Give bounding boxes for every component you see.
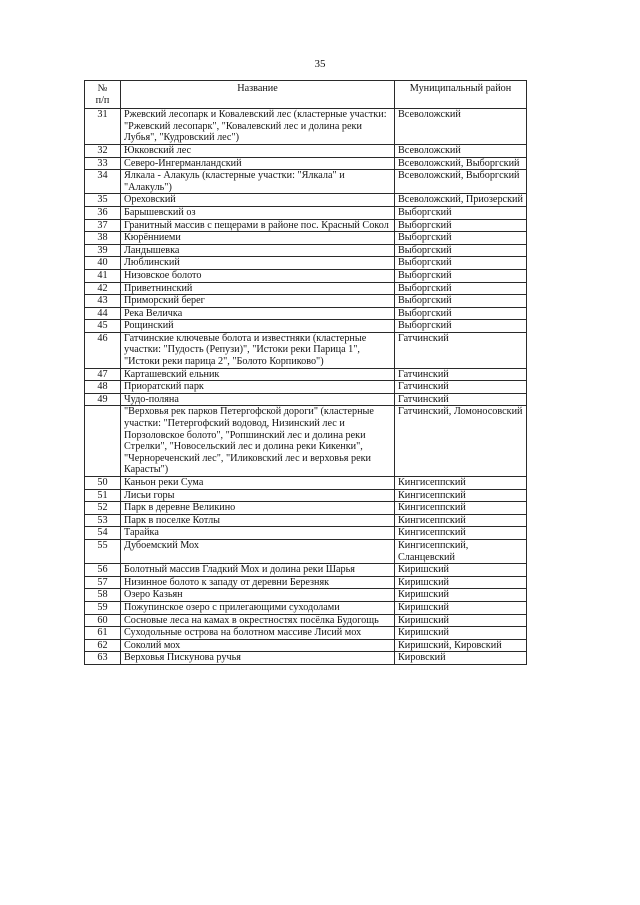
table-row: [85, 527, 527, 540]
table-row: [85, 244, 527, 257]
table-row: [85, 502, 527, 515]
cell-district: Кингисеппский: [395, 502, 527, 515]
cell-number: 62: [85, 639, 121, 652]
cell-district: Кингисеппский: [395, 514, 527, 527]
table-row: [85, 539, 527, 563]
table-row: [85, 170, 527, 194]
cell-name: Сосновые леса на камах в окрестностях посёлка Будогощь: [121, 614, 395, 627]
cell-number: 35: [85, 194, 121, 207]
cell-district: Гатчинский: [395, 393, 527, 406]
header-name: Название: [121, 81, 395, 109]
table-row: [85, 144, 527, 157]
cell-district: Всеволожский, Приозерский: [395, 194, 527, 207]
cell-name: Люблинский: [121, 257, 395, 270]
cell-name: Приоратский парк: [121, 381, 395, 394]
cell-district: Всеволожский, Выборгский: [395, 157, 527, 170]
cell-number: 50: [85, 477, 121, 490]
cell-number: 48: [85, 381, 121, 394]
table-row: [85, 109, 527, 145]
cell-number: 51: [85, 489, 121, 502]
cell-district: Киришский: [395, 627, 527, 640]
header-number: № п/п: [85, 81, 121, 109]
table-row: [85, 477, 527, 490]
cell-name: Гатчинские ключевые болота и известняки (кластерные участки: "Пудость (Репузи)", "Истоки реки Парица 1", "Истоки реки парица 2", "Болото Корпиково"): [121, 332, 395, 368]
cell-name: Ландышевка: [121, 244, 395, 257]
table-row: [85, 489, 527, 502]
table-row: [85, 614, 527, 627]
cell-number: 58: [85, 589, 121, 602]
cell-district: Всеволожский: [395, 144, 527, 157]
table-row: [85, 307, 527, 320]
cell-name: Ялкала - Алакуль (кластерные участки: "Ялкала" и "Алакуль"): [121, 170, 395, 194]
cell-name: Рощинский: [121, 320, 395, 333]
table-row: [85, 282, 527, 295]
table-header-row: [85, 81, 527, 109]
cell-district: Гатчинский: [395, 368, 527, 381]
cell-name: Ореховский: [121, 194, 395, 207]
table-row: [85, 295, 527, 308]
cell-name: Низовское болото: [121, 269, 395, 282]
cell-number: 39: [85, 244, 121, 257]
cell-name: Юкковский лес: [121, 144, 395, 157]
cell-name: Парк в поселке Котлы: [121, 514, 395, 527]
cell-number: [85, 406, 121, 477]
cell-district: Всеволожский, Выборгский: [395, 170, 527, 194]
table-row: [85, 576, 527, 589]
cell-number: 59: [85, 601, 121, 614]
cell-number: 40: [85, 257, 121, 270]
cell-number: 44: [85, 307, 121, 320]
table-row: [85, 257, 527, 270]
cell-district: Киришский: [395, 564, 527, 577]
cell-district: Киришский: [395, 614, 527, 627]
table-row: [85, 589, 527, 602]
cell-district: Гатчинский: [395, 332, 527, 368]
table-row: [85, 320, 527, 333]
table-row: [85, 157, 527, 170]
cell-district: Выборгский: [395, 282, 527, 295]
cell-number: 45: [85, 320, 121, 333]
table-row: [85, 393, 527, 406]
cell-district: Выборгский: [395, 320, 527, 333]
cell-name: Гранитный массив с пещерами в районе пос. Красный Сокол: [121, 219, 395, 232]
cell-name: Приветнинский: [121, 282, 395, 295]
cell-name: Пожупинское озеро с прилегающими суходолами: [121, 601, 395, 614]
cell-name: Барышевский оз: [121, 206, 395, 219]
cell-district: Кировский: [395, 652, 527, 665]
cell-number: 61: [85, 627, 121, 640]
cell-district: Кингисеппский: [395, 527, 527, 540]
cell-name: Тарайка: [121, 527, 395, 540]
table-row: [85, 601, 527, 614]
cell-number: 36: [85, 206, 121, 219]
cell-number: 32: [85, 144, 121, 157]
cell-name: Болотный массив Гладкий Мох и долина реки Шарья: [121, 564, 395, 577]
table-row: [85, 232, 527, 245]
cell-name: Соколий мох: [121, 639, 395, 652]
cell-number: 34: [85, 170, 121, 194]
cell-name: Северо-Ингерманландский: [121, 157, 395, 170]
table-row: [85, 206, 527, 219]
cell-name: Озеро Казьян: [121, 589, 395, 602]
cell-number: 33: [85, 157, 121, 170]
protected-areas-table: [84, 80, 527, 665]
cell-district: Выборгский: [395, 257, 527, 270]
cell-number: 43: [85, 295, 121, 308]
cell-district: Гатчинский, Ломоносовский: [395, 406, 527, 477]
table-row: [85, 652, 527, 665]
table-row: [85, 627, 527, 640]
cell-number: 31: [85, 109, 121, 145]
table-row: [85, 514, 527, 527]
table-body: [85, 109, 527, 665]
table-row: [85, 219, 527, 232]
cell-district: Киришский: [395, 601, 527, 614]
cell-district: Киришский: [395, 576, 527, 589]
cell-district: Выборгский: [395, 295, 527, 308]
cell-name: Суходольные острова на болотном массиве Лисий мох: [121, 627, 395, 640]
cell-number: 63: [85, 652, 121, 665]
cell-name: Карташевский ельник: [121, 368, 395, 381]
cell-district: Киришский: [395, 589, 527, 602]
table-row: [85, 332, 527, 368]
cell-number: 55: [85, 539, 121, 563]
cell-district: Кингисеппский: [395, 477, 527, 490]
page-number: 35: [314, 58, 326, 70]
cell-name: Парк в деревне Великино: [121, 502, 395, 515]
cell-number: 53: [85, 514, 121, 527]
cell-name: Кюрённиеми: [121, 232, 395, 245]
cell-number: 57: [85, 576, 121, 589]
table-row: [85, 269, 527, 282]
table-row: [85, 406, 527, 477]
cell-name: Низинное болото к западу от деревни Березняк: [121, 576, 395, 589]
cell-name: Лисьи горы: [121, 489, 395, 502]
cell-number: 41: [85, 269, 121, 282]
cell-district: Гатчинский: [395, 381, 527, 394]
cell-name: "Верховья рек парков Петергофской дороги" (кластерные участки: "Петергофский водовод, Низинский лес и Порзоловское болото", "Ропшинский лес и долина реки Стрелки", "Новосельский лес и долина реки Кикенки", "Чернореченский лес", "Иликовский лес и верховья реки Карасты"): [121, 406, 395, 477]
cell-name: Чудо-поляна: [121, 393, 395, 406]
cell-name: Река Величка: [121, 307, 395, 320]
cell-number: 46: [85, 332, 121, 368]
cell-name: Ржевский лесопарк и Ковалевский лес (кластерные участки: "Ржевский лесопарк", "Ковалевский лес и долина реки Лубья", "Кудровский лес"): [121, 109, 395, 145]
table-row: [85, 368, 527, 381]
table-row: [85, 381, 527, 394]
cell-name: Дубоемский Мох: [121, 539, 395, 563]
cell-name: Каньон реки Сума: [121, 477, 395, 490]
cell-number: 49: [85, 393, 121, 406]
cell-district: Киришский, Кировский: [395, 639, 527, 652]
cell-district: Выборгский: [395, 244, 527, 257]
cell-number: 54: [85, 527, 121, 540]
cell-district: Выборгский: [395, 206, 527, 219]
cell-number: 37: [85, 219, 121, 232]
cell-district: Кингисеппский: [395, 489, 527, 502]
table-row: [85, 564, 527, 577]
cell-district: Выборгский: [395, 269, 527, 282]
table-row: [85, 639, 527, 652]
cell-district: Выборгский: [395, 232, 527, 245]
cell-district: Выборгский: [395, 307, 527, 320]
cell-district: Всеволожский: [395, 109, 527, 145]
header-district: Муниципальный район: [395, 81, 527, 109]
table-row: [85, 194, 527, 207]
cell-number: 38: [85, 232, 121, 245]
cell-number: 56: [85, 564, 121, 577]
cell-number: 52: [85, 502, 121, 515]
cell-district: Кингисеппский, Сланцевский: [395, 539, 527, 563]
cell-name: Верховья Пискунова ручья: [121, 652, 395, 665]
cell-number: 42: [85, 282, 121, 295]
cell-district: Выборгский: [395, 219, 527, 232]
cell-number: 47: [85, 368, 121, 381]
cell-name: Приморский берег: [121, 295, 395, 308]
cell-number: 60: [85, 614, 121, 627]
